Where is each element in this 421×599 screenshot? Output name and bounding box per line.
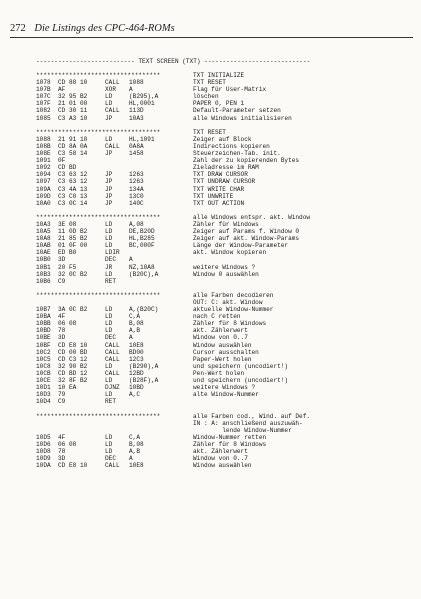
line-operands: 1263 <box>129 178 144 186</box>
line-comment: OUT: C: akt. Window <box>193 299 263 306</box>
line-mnemonic: JP <box>105 192 113 200</box>
line-comment: TXT UNWRITE <box>193 192 234 200</box>
line-opcode-bytes: 01 0F 00 <box>58 242 88 250</box>
line-comment: Steuerzeichen-Tab. init. <box>193 150 281 158</box>
line-operands: HL,B285 <box>129 235 155 243</box>
line-opcode-bytes: 3D <box>58 334 66 342</box>
line-operands: 13C0 <box>129 192 144 200</box>
line-address: 109A <box>36 185 51 193</box>
line-comment: Window von 0..7 <box>193 334 248 342</box>
listing-line <box>36 462 406 469</box>
page-running-title: Die Listings des CPC-464-ROMs <box>34 23 175 34</box>
page-header <box>10 23 413 34</box>
listing-line <box>36 299 406 306</box>
line-mnemonic: CALL <box>105 107 120 115</box>
listing-line <box>36 235 406 242</box>
line-address: 1088 <box>36 135 51 143</box>
line-comment: Default-Parameter setzen <box>193 107 281 115</box>
line-comment: TXT WRITE CHAR <box>193 185 245 193</box>
line-comment: weitere Windows ? <box>193 384 256 392</box>
line-mnemonic: LD <box>105 220 113 228</box>
listing-line <box>36 228 406 235</box>
line-address: ********************************** <box>36 128 161 136</box>
line-address: 107C <box>36 93 51 101</box>
line-operands: A <box>129 256 133 264</box>
line-opcode-bytes: 21 85 B2 <box>58 235 88 243</box>
line-opcode-bytes: 3A 0C B2 <box>58 306 88 314</box>
line-address: 10D5 <box>36 433 51 441</box>
line-address: 108E <box>36 150 51 158</box>
listing-line <box>36 292 406 299</box>
listing-line <box>36 200 406 207</box>
listing-line <box>36 221 406 228</box>
line-comment: alte Window-Nummer <box>193 391 259 399</box>
line-address: 10D3 <box>36 391 51 399</box>
listing-line <box>36 427 406 434</box>
line-opcode-bytes: C3 63 12 <box>58 178 88 186</box>
line-address: 108B <box>36 142 51 150</box>
line-opcode-bytes: 06 08 <box>58 440 77 448</box>
line-opcode-bytes: 3D <box>58 455 66 463</box>
line-mnemonic: LD <box>105 433 113 441</box>
line-mnemonic: JP <box>105 178 113 186</box>
line-operands: 10E8 <box>129 462 144 470</box>
line-address: 1094 <box>36 171 51 179</box>
line-comment: akt. Zählerwert <box>193 327 248 335</box>
line-mnemonic: JP <box>105 150 113 158</box>
line-comment: Window von 0..7 <box>193 455 248 463</box>
line-operands: B,08 <box>129 320 144 328</box>
listing-line <box>36 320 406 327</box>
line-comment: und speichern (uncodiert!) <box>193 377 289 385</box>
line-opcode-bytes: C3 C0 13 <box>58 192 88 200</box>
line-address: ********************************** <box>36 412 161 420</box>
line-address: 10AB <box>36 242 51 250</box>
listing-line <box>36 72 406 79</box>
line-address: 10BF <box>36 341 51 349</box>
listing-line <box>36 86 406 93</box>
line-address: 10B3 <box>36 270 51 278</box>
line-opcode-bytes: CD 30 11 <box>58 107 88 115</box>
line-comment: aktuelle Window-Nummer <box>193 306 274 314</box>
line-address: 10A3 <box>36 220 51 228</box>
line-address: 10C5 <box>36 355 51 363</box>
line-operands: 12C3 <box>129 355 144 363</box>
line-comment: Zeiger auf akt. Window-Params <box>193 235 300 243</box>
line-comment: TXT UNDRAW CURSOR <box>193 178 256 186</box>
line-address: 107B <box>36 86 51 94</box>
line-operands: 12BD <box>129 369 144 377</box>
line-operands: 10A3 <box>129 114 144 122</box>
line-comment: lende Window-Nummer <box>193 426 292 434</box>
line-operands: 1458 <box>129 150 144 158</box>
line-opcode-bytes: CD C3 12 <box>58 355 88 363</box>
listing-line <box>36 264 406 271</box>
listing-line <box>36 327 406 334</box>
line-mnemonic: DJNZ <box>105 384 120 392</box>
line-address: ********************************** <box>36 291 161 299</box>
listing-line <box>36 363 406 370</box>
line-opcode-bytes: CD 00 BD <box>58 348 88 356</box>
line-operands: BD00 <box>129 348 144 356</box>
line-mnemonic: RET <box>105 277 116 285</box>
line-operands: HL,1091 <box>129 135 155 143</box>
line-opcode-bytes: 20 F5 <box>58 263 77 271</box>
line-address: 10D9 <box>36 455 51 463</box>
line-address: 10D6 <box>36 440 51 448</box>
listing-line <box>36 136 406 143</box>
listing-line <box>36 178 406 185</box>
line-mnemonic: JP <box>105 199 113 207</box>
line-address: 1097 <box>36 178 51 186</box>
listing-line <box>36 271 406 278</box>
line-comment: Window auswählen <box>193 341 252 349</box>
listing-line <box>36 377 406 384</box>
line-opcode-bytes: 4F <box>58 313 66 321</box>
line-comment: akt. Zählerwert <box>193 447 248 455</box>
line-mnemonic: CALL <box>105 462 120 470</box>
line-opcode-bytes: CD 8A 0A <box>58 142 88 150</box>
line-opcode-bytes: 78 <box>58 447 66 455</box>
line-address: 10C8 <box>36 362 51 370</box>
listing-line <box>36 313 406 320</box>
line-operands: A,B <box>129 447 140 455</box>
listing-line <box>36 342 406 349</box>
line-operands: C,A <box>129 313 140 321</box>
blank-line <box>36 207 406 214</box>
line-operands: 134A <box>129 185 144 193</box>
line-mnemonic: RET <box>105 398 116 406</box>
line-opcode-bytes: C3 4A 13 <box>58 185 88 193</box>
line-mnemonic: LD <box>105 306 113 314</box>
listing-line <box>36 256 406 263</box>
line-comment: TXT RESET <box>193 128 226 136</box>
line-address: 10A0 <box>36 199 51 207</box>
line-comment: TXT RESET <box>193 79 226 87</box>
line-address: 10CB <box>36 369 51 377</box>
line-comment: weitere Windows ? <box>193 263 256 271</box>
line-address: 1092 <box>36 164 51 172</box>
line-comment: akt. Window kopieren <box>193 249 267 257</box>
line-opcode-bytes: CD BD 12 <box>58 369 88 377</box>
line-mnemonic: DEC <box>105 256 116 264</box>
line-operands: A,B <box>129 327 140 335</box>
line-opcode-bytes: 3D <box>58 256 66 264</box>
line-comment: Zähler für 8 Windows <box>193 440 267 448</box>
line-operands: BC,000F <box>129 242 155 250</box>
line-operands: A,C <box>129 391 140 399</box>
listing-line <box>36 434 406 441</box>
line-comment: Zähler für Windows <box>193 220 259 228</box>
line-opcode-bytes: C3 63 12 <box>58 171 88 179</box>
listing-line <box>36 79 406 86</box>
line-comment: TXT DRAW CURSOR <box>193 171 248 179</box>
line-opcode-bytes: CD E8 10 <box>58 462 88 470</box>
line-operands: A <box>129 334 133 342</box>
line-mnemonic: LD <box>105 93 113 101</box>
line-address: 10D4 <box>36 398 51 406</box>
listing-line <box>36 306 406 313</box>
line-comment: Zeiger auf Block <box>193 135 252 143</box>
listing-line <box>36 441 406 448</box>
line-mnemonic: LD <box>105 100 113 108</box>
line-operands: (B28F),A <box>129 377 159 385</box>
line-operands: (B20C),A <box>129 270 159 278</box>
line-mnemonic: CALL <box>105 355 120 363</box>
line-opcode-bytes: C3 0C 14 <box>58 199 88 207</box>
line-operands: 140C <box>129 199 144 207</box>
line-comment: alle Windows initialisieren <box>193 114 292 122</box>
line-opcode-bytes: 32 0C B2 <box>58 270 88 278</box>
listing-line <box>36 242 406 249</box>
listing-line <box>36 157 406 164</box>
line-operands: 113D <box>129 107 144 115</box>
line-comment: Window-Nummer retten <box>193 433 267 441</box>
line-address: 10BA <box>36 313 51 321</box>
line-operands: DE,B20D <box>129 228 155 236</box>
line-comment: alle Farben cod., Wind. auf Def. <box>193 412 311 420</box>
listing-line <box>36 129 406 136</box>
line-opcode-bytes: 06 08 <box>58 320 77 328</box>
line-mnemonic: LD <box>105 447 113 455</box>
line-opcode-bytes: 32 90 B2 <box>58 362 88 370</box>
line-mnemonic: LD <box>105 228 113 236</box>
line-operands: A,(B20C) <box>129 306 159 314</box>
line-opcode-bytes: 21 01 00 <box>58 100 88 108</box>
line-operands: 10E8 <box>129 341 144 349</box>
line-operands: HL,0001 <box>129 100 155 108</box>
line-operands: 1088 <box>129 79 144 87</box>
line-opcode-bytes: ED B0 <box>58 249 77 257</box>
listing-line <box>36 370 406 377</box>
line-comment: Zeiger auf Params f. Window 0 <box>193 228 300 236</box>
line-mnemonic: JP <box>105 171 113 179</box>
line-mnemonic: LDIR <box>105 249 120 257</box>
line-opcode-bytes: C9 <box>58 398 66 406</box>
line-address: 10DA <box>36 462 51 470</box>
line-address: 10B6 <box>36 277 51 285</box>
listing-line <box>36 107 406 114</box>
line-address: 10A8 <box>36 235 51 243</box>
line-comment: löschen <box>193 93 219 101</box>
line-operands: A <box>129 86 133 94</box>
line-opcode-bytes: 32 95 B2 <box>58 93 88 101</box>
line-mnemonic: LD <box>105 320 113 328</box>
blank-line <box>36 405 406 412</box>
line-comment: Länge der Window-Parameter <box>193 242 289 250</box>
line-address: 1091 <box>36 157 51 165</box>
line-address: 10BD <box>36 327 51 335</box>
line-mnemonic: CALL <box>105 348 120 356</box>
line-address: 10BE <box>36 334 51 342</box>
blank-line <box>36 122 406 129</box>
line-opcode-bytes: C9 <box>58 277 66 285</box>
line-address: 10AE <box>36 249 51 257</box>
line-mnemonic: DEC <box>105 334 116 342</box>
line-comment: Window 0 auswählen <box>193 270 259 278</box>
line-mnemonic: LD <box>105 377 113 385</box>
line-opcode-bytes: 32 8F B2 <box>58 377 88 385</box>
line-comment: TXT INITIALIZE <box>193 72 245 79</box>
line-comment: Zähler für 8 Windows <box>193 320 267 328</box>
line-address: 10A5 <box>36 228 51 236</box>
line-address: 10B7 <box>36 306 51 314</box>
line-opcode-bytes: 3E 08 <box>58 220 77 228</box>
listing-line <box>36 193 406 200</box>
line-operands: 0A8A <box>129 142 144 150</box>
line-operands: A,08 <box>129 220 144 228</box>
line-comment: Paper-Wert holen <box>193 355 252 363</box>
line-mnemonic: LD <box>105 313 113 321</box>
line-opcode-bytes: 79 <box>58 391 66 399</box>
listing-line <box>36 115 406 122</box>
listing-line <box>36 93 406 100</box>
line-mnemonic: LD <box>105 270 113 278</box>
line-comment: Flag für User-Matrix <box>193 86 267 94</box>
line-mnemonic: XOR <box>105 86 116 94</box>
assembly-listing <box>36 72 406 469</box>
line-address: 1082 <box>36 107 51 115</box>
section-title: --------------------------- TEXT SCREEN (TXT) ----------------------------- <box>36 58 311 65</box>
line-comment: PAPER 0, PEN 1 <box>193 100 245 108</box>
listing-line <box>36 413 406 420</box>
line-comment: nach C retten <box>193 313 241 321</box>
line-mnemonic: JP <box>105 185 113 193</box>
line-mnemonic: LD <box>105 327 113 335</box>
line-address: 10D1 <box>36 384 51 392</box>
line-mnemonic: LD <box>105 362 113 370</box>
page-number: 272 <box>10 23 26 34</box>
line-mnemonic: LD <box>105 440 113 448</box>
line-comment: und speichern (uncodiert!) <box>193 362 289 370</box>
header-rule <box>10 37 413 38</box>
listing-line <box>36 143 406 150</box>
line-opcode-bytes: 21 91 10 <box>58 135 88 143</box>
line-address: 10CE <box>36 377 51 385</box>
line-address: ********************************** <box>36 72 161 79</box>
listing-line <box>36 278 406 285</box>
line-address: 10D8 <box>36 447 51 455</box>
listing-line <box>36 186 406 193</box>
line-opcode-bytes: AF <box>58 86 66 94</box>
line-address: 10B1 <box>36 263 51 271</box>
line-comment: IN : A: anschließend auszuwäh- <box>193 419 303 427</box>
listing-line <box>36 249 406 256</box>
line-opcode-bytes: 4F <box>58 433 66 441</box>
line-operands: A <box>129 455 133 463</box>
line-operands: (B290),A <box>129 362 159 370</box>
line-mnemonic: CALL <box>105 79 120 87</box>
line-opcode-bytes: 10 EA <box>58 384 77 392</box>
listing-line <box>36 356 406 363</box>
line-address: ********************************** <box>36 213 161 221</box>
listing-line <box>36 349 406 356</box>
line-operands: 10BD <box>129 384 144 392</box>
line-comment: Zieladresse im RAM <box>193 164 259 172</box>
line-mnemonic: DEC <box>105 455 116 463</box>
line-address: 1078 <box>36 79 51 87</box>
line-address: 107F <box>36 100 51 108</box>
listing-line <box>36 391 406 398</box>
line-address: 109D <box>36 192 51 200</box>
line-operands: NZ,10A8 <box>129 263 155 271</box>
line-opcode-bytes: CD E8 10 <box>58 341 88 349</box>
line-mnemonic: LD <box>105 242 113 250</box>
line-mnemonic: CALL <box>105 142 120 150</box>
blank-line <box>36 285 406 292</box>
line-address: 10BB <box>36 320 51 328</box>
listing-line <box>36 384 406 391</box>
line-comment: TXT OUT ACTION <box>193 199 245 207</box>
listing-line <box>36 100 406 107</box>
line-mnemonic: CALL <box>105 369 120 377</box>
line-mnemonic: JP <box>105 114 113 122</box>
listing-line <box>36 171 406 178</box>
line-opcode-bytes: 78 <box>58 327 66 335</box>
line-comment: Window auswählen <box>193 462 252 470</box>
line-opcode-bytes: C3 A3 10 <box>58 114 88 122</box>
line-comment: Indirections kopieren <box>193 142 270 150</box>
line-operands: (B295),A <box>129 93 159 101</box>
listing-line <box>36 398 406 405</box>
line-mnemonic: LD <box>105 235 113 243</box>
line-comment: Zahl der zu kopierenden Bytes <box>193 157 300 165</box>
line-mnemonic: LD <box>105 135 113 143</box>
line-comment: alle Farben decodieren <box>193 291 274 299</box>
line-mnemonic: LD <box>105 391 113 399</box>
listing-line <box>36 150 406 157</box>
line-operands: 1263 <box>129 171 144 179</box>
line-comment: alle Windows entspr. akt. Window <box>193 213 311 221</box>
listing-line <box>36 455 406 462</box>
listing-line <box>36 214 406 221</box>
line-opcode-bytes: CD 88 10 <box>58 79 88 87</box>
line-comment: Pen-Wert holen <box>193 369 245 377</box>
line-comment: Cursor ausschalten <box>193 348 259 356</box>
line-mnemonic: JR <box>105 263 113 271</box>
line-opcode-bytes: 11 0D B2 <box>58 228 88 236</box>
line-address: 10C2 <box>36 348 51 356</box>
line-address: 10B0 <box>36 256 51 264</box>
listing-line <box>36 420 406 427</box>
listing-line <box>36 334 406 341</box>
line-operands: C,A <box>129 433 140 441</box>
line-opcode-bytes: CD BD <box>58 164 77 172</box>
line-opcode-bytes: 0F <box>58 157 66 165</box>
listing-line <box>36 164 406 171</box>
line-mnemonic: CALL <box>105 341 120 349</box>
line-operands: B,08 <box>129 440 144 448</box>
line-opcode-bytes: C3 58 14 <box>58 150 88 158</box>
line-address: 1085 <box>36 114 51 122</box>
listing-line <box>36 448 406 455</box>
